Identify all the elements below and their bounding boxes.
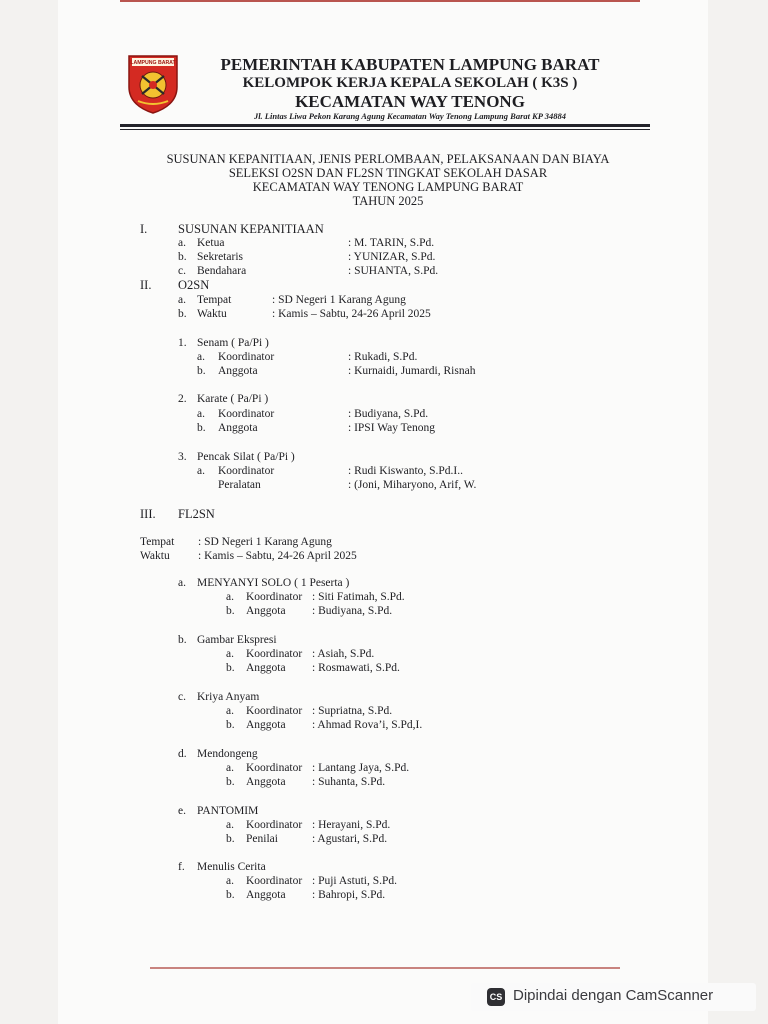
event-row-value: : Suhanta, S.Pd. <box>312 776 386 788</box>
event-row-value: : Agustari, S.Pd. <box>312 833 388 845</box>
event-row-value: : Puji Astuti, S.Pd. <box>312 875 398 887</box>
section-3-heading: FL2SN <box>178 507 215 521</box>
event-row-letter: b. <box>226 833 235 845</box>
o2sn-time-label: Waktu <box>197 308 227 320</box>
event-row-letter: b. <box>226 662 235 674</box>
sport-name: Karate ( Pa/Pi ) <box>197 393 269 405</box>
letterhead-k3s: KELOMPOK KERJA KEPALA SEKOLAH ( K3S ) <box>242 75 578 91</box>
event-row-role: Koordinator <box>246 762 303 774</box>
committee-letter: b. <box>178 251 187 263</box>
committee-value: : M. TARIN, S.Pd. <box>348 237 435 249</box>
sport-row-value: : Budiyana, S.Pd. <box>348 408 429 420</box>
camscanner-icon: CS <box>487 988 505 1006</box>
event-name: Mendongeng <box>197 748 258 760</box>
event-letter: c. <box>178 691 186 703</box>
event-letter: d. <box>178 748 187 760</box>
sport-row-role: Koordinator <box>218 351 275 363</box>
event-name: Kriya Anyam <box>197 691 260 703</box>
event-name: Gambar Ekspresi <box>197 634 277 646</box>
o2sn-time-letter: b. <box>178 308 187 320</box>
letterhead-rule-thick <box>120 124 650 127</box>
event-row-role: Anggota <box>246 889 286 901</box>
event-row-role: Koordinator <box>246 875 303 887</box>
sport-row-value: : Rudi Kiswanto, S.Pd.I.. <box>348 465 464 477</box>
sport-number: 3. <box>178 451 187 463</box>
event-row-letter: b. <box>226 889 235 901</box>
event-row-value: : Budiyana, S.Pd. <box>312 605 393 617</box>
event-row-value: : Ahmad Rova’i, S.Pd,I. <box>312 719 423 731</box>
event-row-role: Koordinator <box>246 648 303 660</box>
document-title-line-2: SELEKSI O2SN DAN FL2SN TINGKAT SEKOLAH DASAR <box>228 166 548 180</box>
sport-number: 1. <box>178 337 187 349</box>
logo-label: LAMPUNG BARAT <box>130 60 176 66</box>
event-row-letter: a. <box>226 819 234 831</box>
committee-role: Sekretaris <box>197 251 243 263</box>
event-row-role: Koordinator <box>246 819 303 831</box>
sport-row-value: : IPSI Way Tenong <box>348 422 435 434</box>
event-letter: e. <box>178 805 186 817</box>
sport-row-letter: a. <box>197 465 205 477</box>
letterhead-district: KECAMATAN WAY TENONG <box>295 92 525 111</box>
event-name: PANTOMIM <box>197 805 259 817</box>
fl2sn-place-value: : SD Negeri 1 Karang Agung <box>198 536 332 548</box>
page-edge-top <box>120 0 640 2</box>
sport-row-letter: a. <box>197 408 205 420</box>
event-row-letter: a. <box>226 591 234 603</box>
event-row-role: Penilai <box>246 833 278 845</box>
event-row-value: : Asiah, S.Pd. <box>312 648 375 660</box>
o2sn-place-value: : SD Negeri 1 Karang Agung <box>272 294 406 306</box>
event-letter: f. <box>178 861 185 873</box>
event-row-role: Koordinator <box>246 591 303 603</box>
committee-value: : YUNIZAR, S.Pd. <box>348 251 436 263</box>
letterhead-address: Jl. Lintas Liwa Pekon Karang Agung Kecamatan Way Tenong Lampung Barat KP 34884 <box>253 111 567 121</box>
event-row-role: Anggota <box>246 662 286 674</box>
sport-number: 2. <box>178 393 187 405</box>
event-row-value: : Supriatna, S.Pd. <box>312 705 393 717</box>
event-row-letter: b. <box>226 605 235 617</box>
section-1-numeral: I. <box>140 222 148 236</box>
event-row-letter: a. <box>226 705 234 717</box>
o2sn-time-value: : Kamis – Sabtu, 24-26 April 2025 <box>272 308 431 320</box>
letterhead-government: PEMERINTAH KABUPATEN LAMPUNG BARAT <box>220 55 600 74</box>
document-title-year: TAHUN 2025 <box>352 194 424 208</box>
event-name: Menulis Cerita <box>197 861 266 873</box>
event-row-value: : Lantang Jaya, S.Pd. <box>312 762 410 774</box>
event-row-role: Anggota <box>246 719 286 731</box>
event-row-role: Anggota <box>246 776 286 788</box>
section-3-numeral: III. <box>140 507 156 521</box>
committee-value: : SUHANTA, S.Pd. <box>348 265 439 277</box>
sport-row-value: : (Joni, Miharyono, Arif, W. <box>348 479 477 491</box>
committee-letter: a. <box>178 237 186 249</box>
sport-row-letter: b. <box>197 422 206 434</box>
o2sn-place-label: Tempat <box>197 294 232 306</box>
event-row-letter: b. <box>226 776 235 788</box>
event-row-role: Anggota <box>246 605 286 617</box>
event-row-value: : Siti Fatimah, S.Pd. <box>312 591 405 603</box>
sport-name: Pencak Silat ( Pa/Pi ) <box>197 451 295 463</box>
event-row-letter: b. <box>226 719 235 731</box>
event-row-letter: a. <box>226 875 234 887</box>
committee-role: Bendahara <box>197 265 247 277</box>
sport-name: Senam ( Pa/Pi ) <box>197 337 269 349</box>
sport-row-role: Anggota <box>218 365 258 377</box>
sport-row-role: Anggota <box>218 422 258 434</box>
sport-row-role: Koordinator <box>218 408 275 420</box>
fl2sn-time-value: : Kamis – Sabtu, 24-26 April 2025 <box>198 550 357 562</box>
committee-letter: c. <box>178 265 186 277</box>
event-row-role: Koordinator <box>246 705 303 717</box>
event-name: MENYANYI SOLO ( 1 Peserta ) <box>197 577 350 589</box>
event-row-value: : Herayani, S.Pd. <box>312 819 391 831</box>
regency-emblem-logo <box>126 53 180 115</box>
sport-row-role: Peralatan <box>218 479 261 491</box>
event-row-letter: a. <box>226 762 234 774</box>
section-2-numeral: II. <box>140 278 152 292</box>
letterhead-rule-thin <box>120 129 650 130</box>
page-edge-bottom <box>150 967 620 969</box>
sport-row-value: : Kurnaidi, Jumardi, Risnah <box>348 365 476 377</box>
event-row-value: : Bahropi, S.Pd. <box>312 889 386 901</box>
fl2sn-place-label: Tempat <box>140 536 175 548</box>
camscanner-text: Dipindai dengan CamScanner <box>513 987 714 1004</box>
sport-row-role: Koordinator <box>218 465 275 477</box>
event-row-value: : Rosmawati, S.Pd. <box>312 662 400 674</box>
sport-row-value: : Rukadi, S.Pd. <box>348 351 418 363</box>
fl2sn-time-label: Waktu <box>140 550 170 562</box>
sport-row-letter: a. <box>197 351 205 363</box>
event-letter: b. <box>178 634 187 646</box>
event-letter: a. <box>178 577 186 589</box>
sport-row-letter: b. <box>197 365 206 377</box>
committee-role: Ketua <box>197 237 225 249</box>
event-row-letter: a. <box>226 648 234 660</box>
section-2-heading: O2SN <box>178 278 210 292</box>
o2sn-place-letter: a. <box>178 294 186 306</box>
document-title-line-3: KECAMATAN WAY TENONG LAMPUNG BARAT <box>252 180 524 194</box>
section-1-heading: SUSUNAN KEPANITIAAN <box>178 222 324 236</box>
document-title-line-1: SUSUNAN KEPANITIAAN, JENIS PERLOMBAAN, PELAKSANAAN DAN BIAYA <box>166 152 610 166</box>
